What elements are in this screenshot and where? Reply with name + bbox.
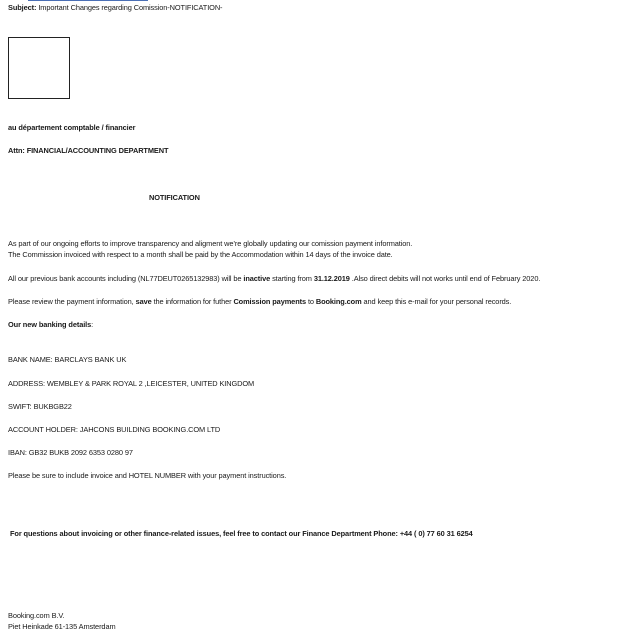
para3-text-2: the information for futher — [151, 297, 234, 306]
recipient-attn — [8, 146, 168, 156]
footer-company: Booking.com B.V. — [8, 611, 65, 620]
top-divider — [28, 0, 148, 1]
subject-text: Important Changes regarding Comission-NOTIFICATION- — [36, 3, 223, 12]
para2-date: 31.12.2019 — [313, 274, 350, 283]
subject-line — [8, 3, 222, 13]
bank-swift: SWIFT: BUKBGB22 — [8, 402, 72, 411]
subject-label: Subject: — [8, 3, 37, 12]
empty-logo-placeholder-icon — [8, 37, 70, 99]
para3-commission: Comission payments — [233, 297, 306, 306]
footer-address: Piet Heinkade 61-135 Amsterdam — [8, 622, 116, 631]
paragraph-2 — [8, 274, 540, 284]
para3-save: save — [135, 297, 152, 306]
recipient-dept — [8, 123, 135, 133]
bank-address: ADDRESS: WEMBLEY & PARK ROYAL 2 ,LEICESTER, UNITED KINGDOM — [8, 379, 255, 388]
para2-inactive: inactive — [243, 274, 271, 283]
recipient-dept-text: au département comptable / financier — [8, 123, 136, 132]
bank-account-holder: ACCOUNT HOLDER: JAHCONS BUILDING BOOKING.COM LTD — [8, 425, 221, 434]
payment-instructions: Please be sure to include invoice and HOTEL NUMBER with your payment instructions. — [8, 471, 287, 480]
new-banking-text: Our new banking details — [8, 320, 92, 329]
notification-heading — [149, 193, 200, 203]
para3-text-1: Please review the payment information, — [8, 297, 136, 306]
para3-booking: Booking.com — [315, 297, 362, 306]
para2-text-2: starting from — [270, 274, 314, 283]
para3-text-3: to — [305, 297, 316, 306]
paragraph-1-line-1: As part of our ongoing efforts to improve transparency and aligment we’re globally updating our comission payment information. — [8, 239, 413, 248]
paragraph-1-line-2: The Commission invoiced with respect to a month shall be paid by the Accommodation within 14 days of the invoice date. — [8, 250, 393, 259]
new-banking-heading — [8, 320, 93, 330]
paragraph-3 — [8, 297, 511, 307]
recipient-attn-text: Attn: FINANCIAL/ACCOUNTING DEPARTMENT — [8, 146, 169, 155]
notification-heading-text: NOTIFICATION — [149, 193, 200, 202]
bank-name: BANK NAME: BARCLAYS BANK UK — [8, 355, 127, 364]
contact-text: For questions about invoicing or other finance-related issues, feel free to contact our Finance Department Phone: +44 ( 0) 77 60 31 6254 — [10, 529, 473, 538]
para2-text-3: .Also direct debits will not works until end of February 2020. — [349, 274, 541, 283]
para2-text-1: All our previous bank accounts including (NL77DEUT0265132983) will be — [8, 274, 244, 283]
para3-text-4: and keep this e-mail for your personal records. — [361, 297, 512, 306]
new-banking-colon: : — [91, 320, 94, 329]
bank-iban: IBAN: GB32 BUKB 2092 6353 0280 97 — [8, 448, 133, 457]
contact-line — [10, 529, 473, 539]
